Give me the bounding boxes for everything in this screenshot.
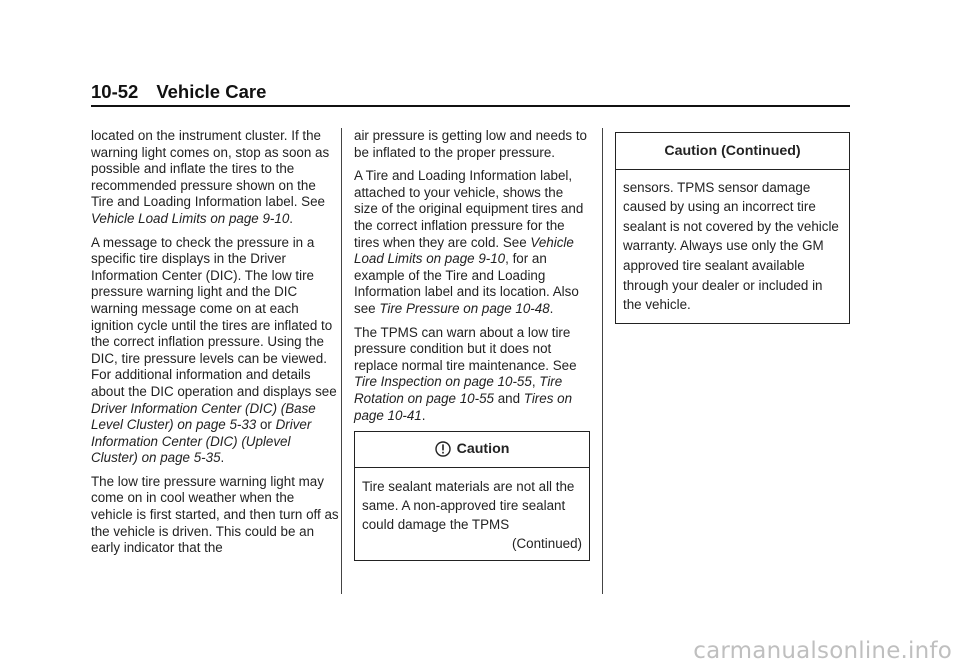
column-divider <box>602 128 603 594</box>
page-number: 10-52 <box>91 81 139 102</box>
cross-reference-link[interactable]: Tire Pressure on page 10-48 <box>379 300 550 316</box>
paragraph: located on the instrument cluster. If the warning light comes on, stop as soon as possible and inflate the tires to the recommended pressure shown on the Tire and Loading Information label. See Vehicle Load Limits on page 9-10. <box>91 128 330 226</box>
paragraph: A message to check the pressure in a specific tire displays in the Driver Information Center (DIC). The low tire pressure warning light and the DIC warning message come on at each ignition cycle until the tires are inflated to the correct inflation pressure. Using the DIC, tire pressure levels can be viewed. For additional information and details about the DIC operation and displays see Driver Information Center (DIC) (Base Level Cluster) on page 5-33 or Driver Information Center (DIC) (Uplevel Cluster) on page 5-35. <box>91 234 337 466</box>
column-3 <box>615 130 850 324</box>
caution-title: Caution (Continued) <box>616 133 849 170</box>
caution-title <box>355 432 589 468</box>
caution-body: sensors. TPMS sensor damage caused by using an incorrect tire sealant is not covered by the vehicle warranty. Always use only the GM approved tire sealant available through your dealer or included in the vehicle. <box>623 179 839 313</box>
paragraph: The low tire pressure warning light may come on in cool weather when the vehicle is first started, and then turn off as the vehicle is driven. This could be an early indicator that the <box>91 473 339 556</box>
section-title: Vehicle Care <box>156 81 267 102</box>
caution-title-text: Caution <box>456 441 510 458</box>
cross-reference-link[interactable]: Tire Rotation on page 10-55 <box>354 374 563 406</box>
paragraph: A Tire and Loading Information label, attached to your vehicle, shows the size of the original equipment tires and the correct inflation pressure for the tires when they are cold. See Vehicle Load Limits on page 9-10, for an example of the Tire and Loading Information label and its location. Also see Tire Pressure on page 10-48. <box>354 168 584 316</box>
cross-reference-link[interactable]: Tire Inspection on page 10-55 <box>354 374 532 390</box>
cross-reference-link[interactable]: Vehicle Load Limits on page 9-10 <box>91 210 290 226</box>
caution-box-continued <box>615 132 850 324</box>
caution-box <box>354 431 590 560</box>
cross-reference-link[interactable]: Vehicle Load Limits on page 9-10 <box>354 234 574 267</box>
cross-reference-link[interactable]: Tires on page 10-41 <box>354 390 573 423</box>
continued-label: (Continued) <box>512 536 582 552</box>
cross-reference-link[interactable]: Driver Information Center (DIC) (Uplevel Cluster) on page 5-35 <box>91 417 312 466</box>
cross-reference-link[interactable]: Driver Information Center (DIC) (Base Level Cluster) on page 5-33 <box>91 400 316 433</box>
header-rule <box>91 105 850 107</box>
page-header <box>91 81 850 103</box>
column-divider <box>341 128 342 594</box>
paragraph: air pressure is getting low and needs to be inflated to the proper pressure. <box>354 128 587 160</box>
caution-body: Tire sealant materials are not all the same. A non-approved tire sealant could damage the TPMS (Continued) <box>355 468 589 560</box>
watermark: carmanualsonline.info <box>693 638 952 664</box>
warning-icon <box>435 441 451 457</box>
paragraph: The TPMS can warn about a low tire pressure condition but it does not replace normal tire maintenance. See Tire Inspection on page 10-55, Tire Rotation on page 10-55 and Tires on page 10-41. <box>354 324 577 423</box>
column-2 <box>354 128 590 561</box>
column-1 <box>91 128 339 564</box>
